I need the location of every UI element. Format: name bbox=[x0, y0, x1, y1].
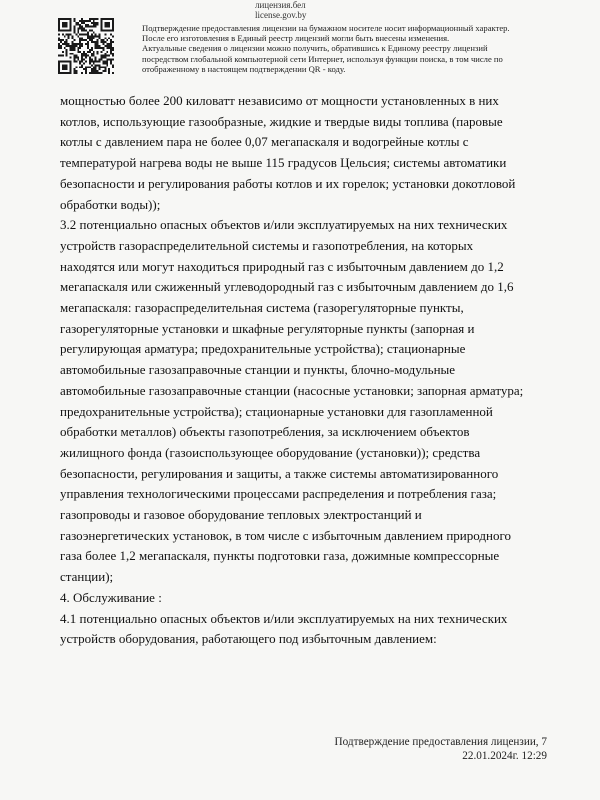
site-header bbox=[255, 0, 306, 20]
body-line: обработки воды)); bbox=[60, 196, 161, 212]
body-line: котлы с давлением пара не более 0,07 мегапаскаля и водогрейные котлы с bbox=[60, 134, 469, 150]
notice-line: посредством глобальной компьютерной сети Интернет, используя функции поиска, в том числе по bbox=[142, 53, 503, 64]
footer-confirmation-page: Подтверждение предоставления лицензии, 7 bbox=[334, 736, 547, 748]
body-line: жилищного фонда (газоиспользующее оборудование (установки)); средства bbox=[60, 444, 481, 460]
body-line: 4.1 потенциально опасных объектов и/или эксплуатируемых на них технических bbox=[60, 610, 508, 626]
body-line: регулирующая арматура; предохранительные устройства); стационарные bbox=[60, 341, 466, 357]
body-line: автомобильные газозаправочные станции (насосные установки; запорная арматура; bbox=[60, 382, 524, 398]
body-line: автомобильные газозаправочные станции и пункты, блочно-модульные bbox=[60, 362, 456, 378]
body-line: 3.2 потенциально опасных объектов и/или эксплуатируемых на них технических bbox=[60, 217, 508, 233]
body-line: предохранительные устройства); стационарные установки для газопламенной bbox=[60, 403, 493, 419]
body-line: газа более 1,2 мегапаскаля, пункты подготовки газа, дожимные компрессорные bbox=[60, 548, 500, 564]
body-line: устройств оборудования, работающего под избыточным давлением: bbox=[60, 631, 437, 647]
body-line: безопасности, регулирования и защиты, а также системы автоматизированного bbox=[60, 465, 499, 481]
page-footer bbox=[335, 735, 547, 763]
notice-line: Актуальные сведения о лицензии можно получить, обратившись к Единому реестру лицензий bbox=[142, 43, 488, 54]
body-line: управления технологическими процессами распределения и потребления газа; bbox=[60, 486, 497, 502]
body-line: температурой нагрева воды не выше 115 градусов Цельсия; системы автоматики bbox=[60, 155, 507, 171]
footer-datetime: 22.01.2024г. 12:29 bbox=[462, 750, 547, 762]
notice-line: После его изготовления в Единый реестр лицензий могли быть внесены изменения. bbox=[142, 33, 450, 44]
site-name-bel: лицензия.бел bbox=[255, 0, 306, 10]
body-line: газопроводы и газовое оборудование тепловых электростанций и bbox=[60, 507, 422, 523]
info-notice bbox=[142, 23, 572, 74]
notice-line: отображенному в настоящем подтверждении QR - коду. bbox=[142, 63, 346, 74]
body-line: 4. Обслуживание : bbox=[60, 589, 162, 605]
body-line: газоэнергетических установок, в том числе с избыточным давлением природного bbox=[60, 527, 511, 543]
body-line: устройств газораспределительной системы и газопотребления, на которых bbox=[60, 237, 474, 253]
body-line: безопасности и регулирования работы котлов и их горелок; установки докотловой bbox=[60, 175, 516, 191]
license-body-text bbox=[60, 91, 560, 650]
body-line: мегапаскаля или сжиженный углеводородный газ с избыточным давлением до 1,6 bbox=[60, 279, 514, 295]
site-name-gov: license.gov.by bbox=[255, 10, 307, 20]
body-line: обработки металлов) объекты газопотребления, за исключением объектов bbox=[60, 424, 470, 440]
notice-line: Подтверждение предоставления лицензии на бумажном носителе носит информационный характер. bbox=[142, 23, 510, 33]
body-line: станции); bbox=[60, 569, 114, 585]
qr-code bbox=[58, 18, 114, 74]
body-line: мегапаскаля: газораспределительная система (газорегуляторные пункты, bbox=[60, 300, 464, 316]
body-line: находятся или могут находиться природный газ с избыточным давлением до 1,2 bbox=[60, 258, 504, 274]
body-line: котлов, использующие газообразные, жидкие и твердые виды топлива (паровые bbox=[60, 113, 503, 129]
body-line: газорегуляторные установки и шкафные регуляторные пункты (запорная и bbox=[60, 320, 475, 336]
body-line: мощностью более 200 киловатт независимо от мощности установленных в них bbox=[60, 93, 499, 108]
